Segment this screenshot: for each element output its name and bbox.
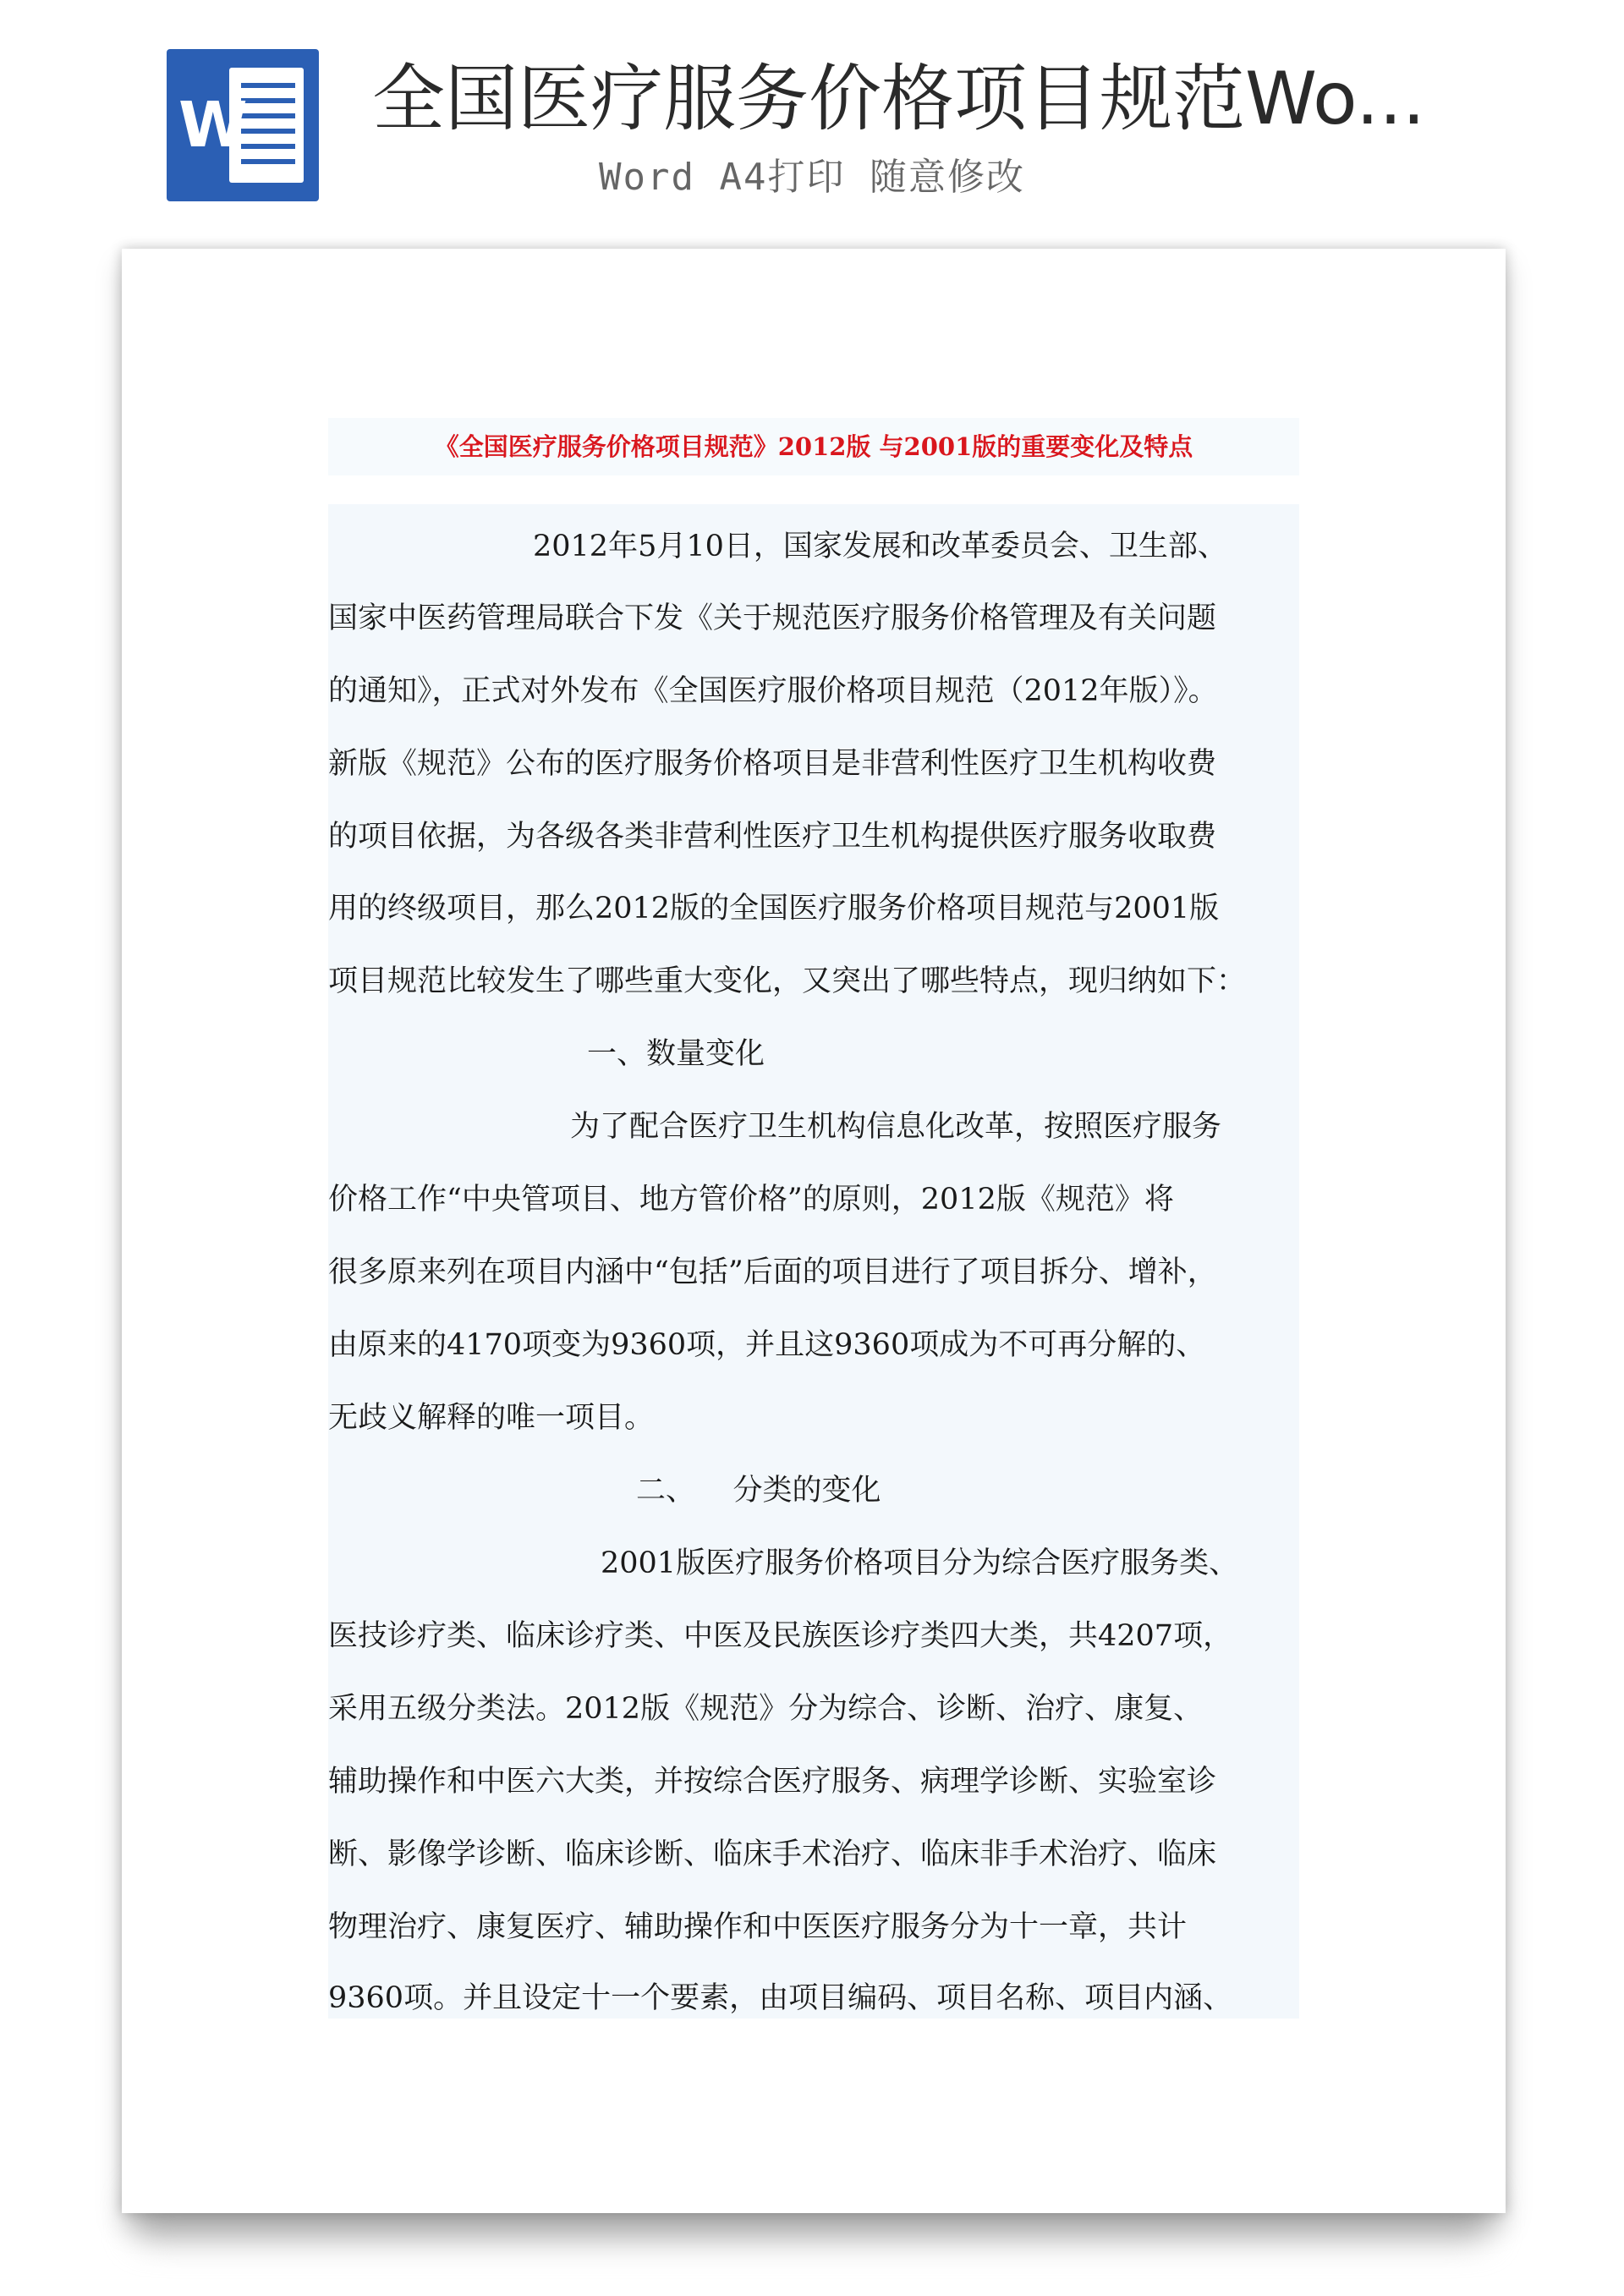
paragraph-line: 2001版医疗服务价格项目分为综合医疗服务类、 (601, 1546, 1239, 1580)
paragraph-line: 价格工作“中央管项目、地方管价格”的原则，2012版《规范》将 (328, 1183, 1174, 1217)
paragraph-line: 项目规范比较发生了哪些重大变化，又突出了哪些特点，现归纳如下： (328, 964, 1247, 998)
paragraph-line: 无歧义解释的唯一项目。 (328, 1401, 655, 1435)
page-subtitle: Word A4打印 随意修改 (599, 156, 1025, 199)
paragraph-line: 由原来的4170项变为9360项，并且这9360项成为不可再分解的、 (328, 1328, 1206, 1362)
paragraph-line: 辅助操作和中医六大类，并按综合医疗服务、病理学诊断、实验室诊 (328, 1765, 1217, 1799)
document-page (122, 249, 1506, 2213)
paragraph-line: 9360项。并且设定十一个要素，由项目编码、项目名称、项目内涵、 (328, 1981, 1233, 2015)
document-title: 《全国医疗服务价格项目规范》2012版 与2001版的重要变化及特点 (434, 432, 1193, 461)
paragraph-line: 医技诊疗类、临床诊疗类、中医及民族医诊疗类四大类，共4207项， (328, 1619, 1233, 1653)
paragraph-line: 为了配合医疗卫生机构信息化改革，按照医疗服务 (570, 1110, 1222, 1144)
section-heading: 二、 分类的变化 (636, 1474, 881, 1508)
header (0, 0, 1624, 220)
paragraph-line: 很多原来列在项目内涵中“包括”后面的项目进行了项目拆分、增补， (328, 1255, 1217, 1289)
paragraph-line: 国家中医药管理局联合下发《关于规范医疗服务价格管理及有关问题 (328, 601, 1217, 635)
paragraph-line: 新版《规范》公布的医疗服务价格项目是非营利性医疗卫生机构收费 (328, 747, 1217, 781)
paragraph-line: 2012年5月10日，国家发展和改革委员会、卫生部、 (533, 530, 1227, 563)
document-body (328, 504, 1299, 2019)
paragraph-line: 用的终级项目，那么2012版的全国医疗服务价格项目规范与2001版 (328, 892, 1220, 926)
paragraph-line: 采用五级分类法。2012版《规范》分为综合、诊断、治疗、康复、 (328, 1692, 1204, 1726)
paragraph-line: 的通知》，正式对外发布《全国医疗服价格项目规范（2012年版）》。 (328, 674, 1218, 708)
paragraph-line: 断、影像学诊断、临床诊断、临床手术治疗、临床非手术治疗、临床 (328, 1837, 1217, 1871)
page-title: 全国医疗服务价格项目规范Wo... (372, 57, 1426, 141)
word-w-letter: W (178, 89, 248, 162)
section-heading: 一、数量变化 (587, 1037, 765, 1071)
document-title-band (328, 418, 1299, 475)
paragraph-line: 物理治疗、康复医疗、辅助操作和中医医疗服务分为十一章，共计 (328, 1910, 1188, 1944)
paragraph-line: 的项目依据，为各级各类非营利性医疗卫生机构提供医疗服务收取费 (328, 820, 1217, 854)
